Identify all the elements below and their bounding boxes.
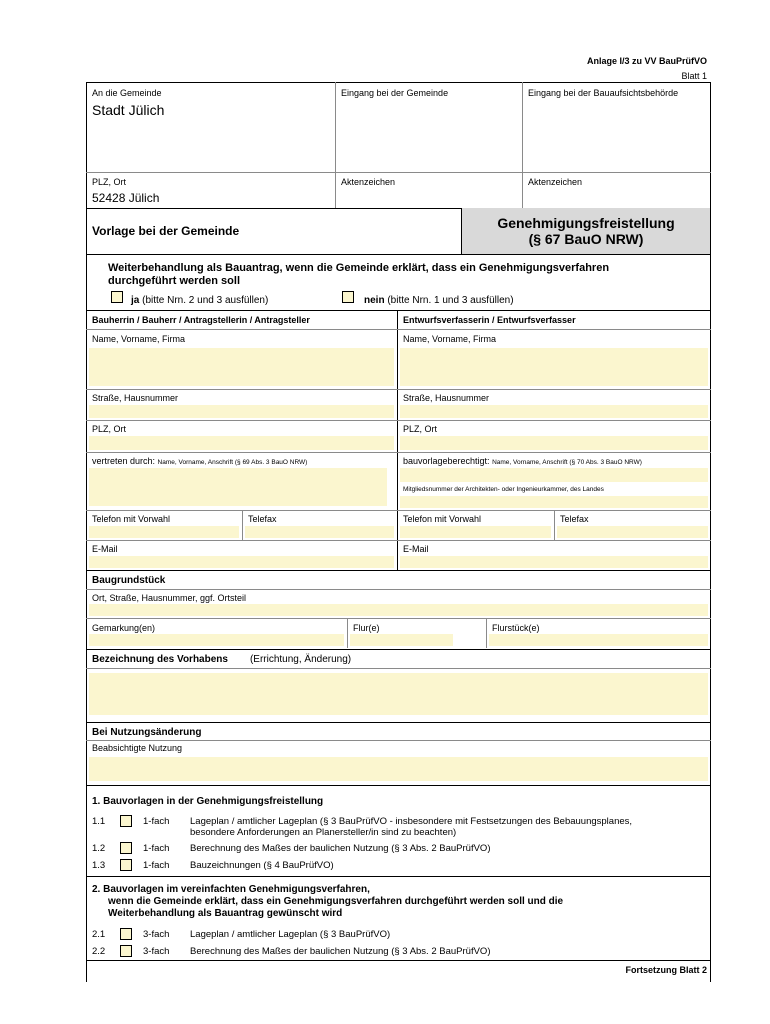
procedure-title: Genehmigungsfreistellung: [497, 215, 675, 231]
s2-row1-text: Lageplan / amtlicher Lageplan (§ 3 BauPrüfVO): [190, 929, 391, 940]
name-left-label: Name, Vorname, Firma: [92, 334, 186, 344]
name-right-label: Name, Vorname, Firma: [403, 334, 497, 344]
email-right-field[interactable]: [400, 556, 708, 568]
street-right-label: Straße, Hausnummer: [403, 393, 490, 403]
s1-row3-count: 1-fach: [143, 860, 170, 871]
s2-row2-checkbox[interactable]: [120, 945, 132, 957]
entwurf-title: Entwurfsverfasserin / Entwurfsverfasser: [403, 315, 576, 325]
aktenzeichen-gemeinde-label: Aktenzeichen: [341, 177, 396, 187]
bauvorlage-label: bauvorlageberechtigt: Name, Vorname, Anschrift (§ 70 Abs. 3 BauO NRW): [403, 456, 642, 466]
weiter-line1: Weiterbehandlung als Bauantrag, wenn die Gemeinde erklärt, dass ein Genehmigungsverfahren: [108, 262, 610, 274]
nutzung-field[interactable]: [89, 757, 708, 781]
an-gemeinde-label: An die Gemeinde: [92, 88, 162, 98]
tel-right-field[interactable]: [400, 526, 551, 538]
tel-left-field[interactable]: [89, 526, 239, 538]
s1-row1-text2: besondere Anforderungen an Planersteller/in sind zu beachten): [190, 827, 457, 838]
grundstueck-title: Baugrundstück: [92, 575, 166, 586]
plz-ort-label: PLZ, Ort: [92, 177, 127, 187]
fax-right-field[interactable]: [557, 526, 708, 538]
street-right-field[interactable]: [400, 405, 708, 418]
street-left-label: Straße, Hausnummer: [92, 393, 179, 403]
plz-ort-value[interactable]: 52428 Jülich: [92, 191, 160, 205]
continue-label: Fortsetzung Blatt 2: [625, 965, 707, 975]
vertreten-label: vertreten durch: Name, Vorname, Anschrift (§ 69 Abs. 3 BauO NRW): [92, 456, 308, 466]
s2-row1-checkbox[interactable]: [120, 928, 132, 940]
street-left-field[interactable]: [89, 405, 394, 418]
s1-row1-count: 1-fach: [143, 816, 170, 827]
nein-checkbox[interactable]: [342, 291, 354, 303]
name-right-field[interactable]: [400, 348, 708, 386]
section1-title: 1. Bauvorlagen in der Genehmigungsfreistellung: [92, 796, 324, 807]
bauvorlage-field[interactable]: [400, 468, 708, 482]
grundstueck-ort-field[interactable]: [89, 604, 708, 616]
email-right-label: E-Mail: [403, 544, 429, 554]
nein-option: nein (bitte Nrn. 1 und 3 ausfüllen): [364, 295, 514, 306]
s2-row2-num: 2.2: [92, 946, 106, 957]
fax-right-label: Telefax: [560, 514, 589, 524]
s1-row1-num: 1.1: [92, 816, 106, 827]
s1-row1-checkbox[interactable]: [120, 815, 132, 827]
nutzung-label: Beabsichtigte Nutzung: [92, 743, 183, 753]
plz-left-field[interactable]: [89, 436, 394, 450]
s2-row1-num: 2.1: [92, 929, 106, 940]
fax-left-field[interactable]: [245, 526, 394, 538]
s2-row2-text: Berechnung des Maßes der baulichen Nutzung (§ 3 Abs. 2 BauPrüfVO): [190, 946, 491, 957]
vorlage-label: Vorlage bei der Gemeinde: [92, 224, 240, 238]
s1-row2-text: Berechnung des Maßes der baulichen Nutzung (§ 3 Abs. 2 BauPrüfVO): [190, 843, 491, 854]
s1-row2-checkbox[interactable]: [120, 842, 132, 854]
tel-right-label: Telefon mit Vorwahl: [403, 514, 482, 524]
bauherr-title: Bauherrin / Bauherr / Antragstellerin / Antragsteller: [92, 315, 310, 325]
weiter-line2: durchgeführt werden soll: [108, 275, 241, 287]
section2-title-3: Weiterbehandlung als Bauantrag gewünscht wird: [108, 908, 343, 919]
section2-title-1: 2. Bauvorlagen im vereinfachten Genehmigungsverfahren,: [92, 884, 370, 895]
s1-row1-text: Lageplan / amtlicher Lageplan (§ 3 BauPrüfVO - insbesondere mit Festsetzungen des Bebauungsplanes,: [190, 816, 633, 827]
mitglied-label: Mitgliedsnummer der Architekten- oder Ingenieurkammer, des Landes: [403, 486, 604, 493]
section2-title-2: wenn die Gemeinde erklärt, dass ein Genehmigungsverfahren durchgeführt werden soll und die: [108, 896, 564, 907]
email-left-field[interactable]: [89, 556, 394, 568]
grundstueck-ort-label: Ort, Straße, Hausnummer, ggf. Ortsteil: [92, 593, 247, 603]
procedure-title-box: [461, 208, 710, 254]
email-left-label: E-Mail: [92, 544, 118, 554]
s1-row3-checkbox[interactable]: [120, 859, 132, 871]
fax-left-label: Telefax: [248, 514, 277, 524]
flur-field[interactable]: [350, 634, 453, 646]
vertreten-field[interactable]: [89, 468, 387, 506]
ja-checkbox[interactable]: [111, 291, 123, 303]
plz-left-label: PLZ, Ort: [92, 424, 127, 434]
s2-row1-count: 3-fach: [143, 929, 170, 940]
s1-row3-text: Bauzeichnungen (§ 4 BauPrüfVO): [190, 860, 334, 871]
ja-option: ja (bitte Nrn. 2 und 3 ausfüllen): [131, 295, 269, 306]
flurstueck-field[interactable]: [489, 634, 708, 646]
gemarkung-field[interactable]: [89, 634, 344, 646]
gemarkung-label: Gemarkung(en): [92, 623, 156, 633]
s1-row2-count: 1-fach: [143, 843, 170, 854]
mitglied-field[interactable]: [400, 496, 708, 508]
s2-row2-count: 3-fach: [143, 946, 170, 957]
procedure-law: (§ 67 BauO NRW): [528, 231, 644, 247]
tel-left-label: Telefon mit Vorwahl: [92, 514, 171, 524]
plz-right-label: PLZ, Ort: [403, 424, 438, 434]
eingang-aufsicht-label: Eingang bei der Bauaufsichtsbehörde: [528, 88, 679, 98]
flurstueck-label: Flurstück(e): [492, 623, 540, 633]
gemeinde-name[interactable]: Stadt Jülich: [92, 102, 165, 118]
vorhaben-field[interactable]: [89, 673, 708, 715]
name-left-field[interactable]: [89, 348, 394, 386]
sheet-label: Blatt 1: [681, 71, 707, 81]
annex-label: Anlage I/3 zu VV BauPrüfVO: [586, 56, 707, 66]
plz-right-field[interactable]: [400, 436, 708, 450]
nutzung-title: Bei Nutzungsänderung: [92, 727, 202, 738]
s1-row2-num: 1.2: [92, 843, 106, 854]
vorhaben-title: Bezeichnung des Vorhabens (Errichtung, Änderung): [92, 654, 352, 665]
aktenzeichen-aufsicht-label: Aktenzeichen: [528, 177, 583, 187]
s1-row3-num: 1.3: [92, 860, 106, 871]
flur-label: Flur(e): [353, 623, 380, 633]
eingang-gemeinde-label: Eingang bei der Gemeinde: [341, 88, 449, 98]
